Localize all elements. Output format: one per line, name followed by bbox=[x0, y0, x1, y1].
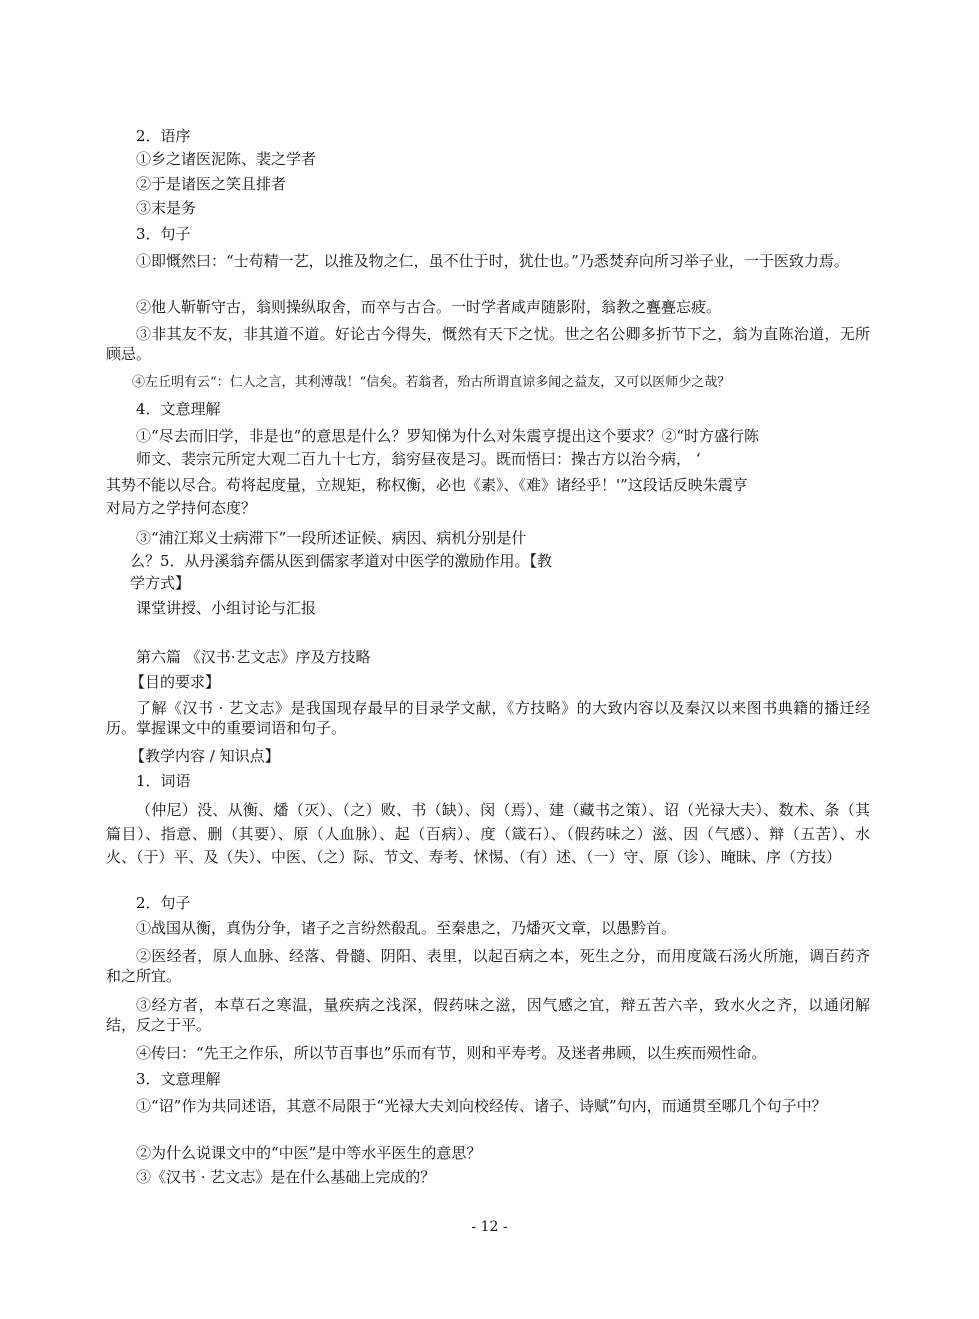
question-line: 师文、裴宗元所定大观二百九十七方，翁穷昼夜是习。既而悟曰：操古方以治今病， ‘ bbox=[136, 450, 701, 468]
question-item: ②为什么说课文中的“中医”是中等水平医生的意思？ bbox=[136, 1144, 482, 1162]
heading-sentences: 2．句子 bbox=[136, 894, 191, 912]
sentence-item: ②医经者，原人血脉、经落、骨髓、阴阳、表里，以起百病之本，死生之分，而用度箴石汤火所施，调百药齐和之所宜。 bbox=[106, 947, 870, 985]
heading-understanding: 4．文意理解 bbox=[136, 400, 221, 418]
sentence-item: ④左丘明有云“：仁人之言，其利溥哉！”信矣。若翁者，殆古所谓直谅多闻之益友，又可以医师少之哉？ bbox=[132, 375, 731, 390]
sentence-item: ③经方者，本草石之寒温，量疾病之浅深，假药味之滋，因气感之宜，辩五苦六辛，致水火之齐，以通闭解结，反之于平。 bbox=[106, 996, 870, 1034]
word-order-item: ②于是诸医之笑且排者 bbox=[136, 175, 287, 193]
heading-word-order: 2．语序 bbox=[136, 127, 191, 145]
word-order-item: ③末是务 bbox=[136, 199, 197, 217]
question-line: ①“尽去而旧学，非是也”的意思是什么？罗知悌为什么对朱震亨提出这个要求？②“时方盛行陈 bbox=[136, 427, 760, 445]
sentence-item: ③非其友不友，非其道不道。好论古今得失，慨然有天下之忧。世之名公卿多折节下之，翁为直陈治道，无所顾忌。 bbox=[106, 325, 870, 363]
teaching-method: 课堂讲授、小组讨论与汇报 bbox=[136, 599, 317, 617]
goal-paragraph: 了解《汉书 · 艺文志》是我国现存最早的目录学文献，《方技略》的大致内容以及秦汉以来图书典籍的播迁经历。掌握课文中的重要词语和句子。 bbox=[106, 699, 870, 737]
question-line: 其势不能以尽合。苟将起度量，立规矩，称权衡，必也《素》、《难》诸经乎！'”这段话反映朱震亨 bbox=[106, 476, 748, 494]
question-line: 学方式】 bbox=[130, 574, 191, 592]
words-paragraph: （仲尼）没、从衡、燔（灭）、（之）败、书（缺）、闵（焉）、建（藏书之策）、诏（光禄大夫）、数术、条（其篇目）、指意、删（其要）、原（人血脉）、起（百病）、度（箴石）、（假药味之）滋、因（气感）、辩（五苦）、水火、（于）平、及（失）、中医、（之）际、节文、寿考、怵惕、（有）述、（一）守、原（诊）、晻昧、序（方技） bbox=[106, 801, 870, 866]
sentence-item: ④传曰：“先王之作乐，所以节百事也”乐而有节，则和平寿考。及迷者弗顾，以生疾而殒性命。 bbox=[136, 1044, 767, 1062]
heading-goal: 【目的要求】 bbox=[130, 673, 221, 691]
word-order-item: ①乡之诸医泥陈、裴之学者 bbox=[136, 150, 317, 168]
chapter-title: 第六篇 《汉书·艺文志》序及方技略 bbox=[136, 648, 371, 666]
heading-words: 1．词语 bbox=[136, 772, 191, 790]
question-line: ③“浦江郑义士病滞下”一段所述证候、病因、病机分别是什 bbox=[136, 529, 527, 547]
heading-understanding: 3．文意理解 bbox=[136, 1070, 221, 1088]
question-line: 对局方之学持何态度？ bbox=[106, 499, 257, 517]
heading-sentences: 3．句子 bbox=[136, 225, 191, 243]
sentence-item: ①即慨然曰：“士苟精一艺，以推及物之仁，虽不仕于时，犹仕也。”乃悉焚弃向所习举子业，一于医致力焉。 bbox=[136, 252, 849, 270]
question-item: ①“诏”作为共同述语，其意不局限于“光禄大夫刘向校经传、诸子、诗赋”句内，而通贯至哪几个句子中？ bbox=[136, 1097, 827, 1115]
sentence-item: ①战国从衡，真伪分争，诸子之言纷然殽乱。至秦患之，乃燔灭文章，以愚黔首。 bbox=[136, 919, 677, 937]
page-number: - 12 - bbox=[471, 1219, 508, 1235]
question-line: 么？5．从丹溪翁弃儒从医到儒家孝道对中医学的激励作用。【教 bbox=[130, 552, 553, 570]
question-item: ③《汉书 · 艺文志》是在什么基础上完成的？ bbox=[136, 1168, 436, 1186]
heading-content: 【教学内容 / 知识点】 bbox=[130, 747, 280, 765]
sentence-item: ②他人靳靳守古，翁则操纵取舍，而卒与古合。一时学者咸声随影附，翁教之亹亹忘疲。 bbox=[136, 298, 722, 316]
